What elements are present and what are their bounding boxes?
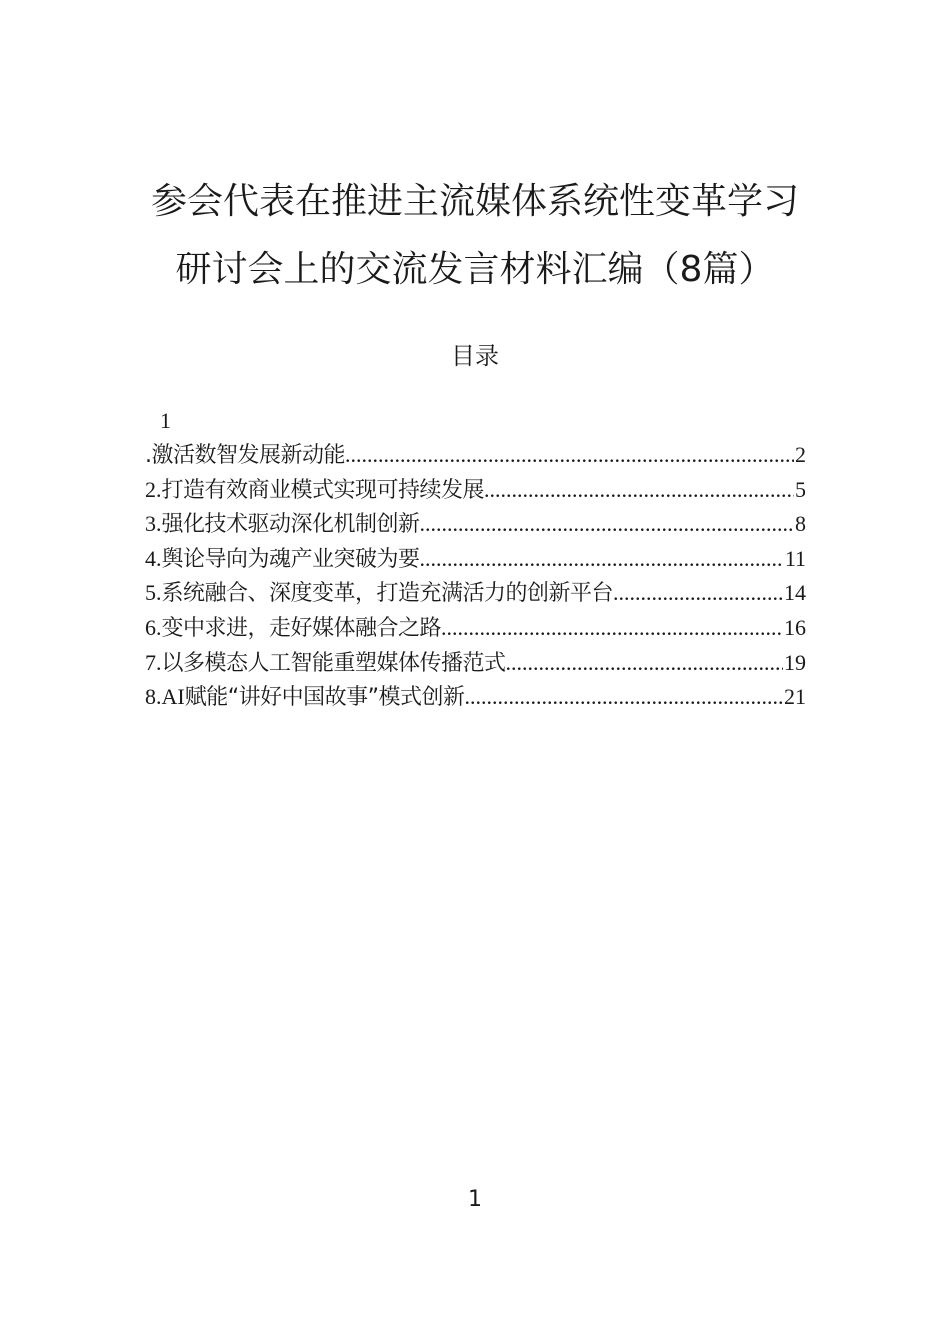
toc-entry-page: 16 (784, 614, 806, 640)
toc-entry-title: 打造有效商业模式实现可持续发展 (161, 477, 485, 503)
toc-entry-page: 11 (784, 545, 806, 571)
toc-entry[interactable] (145, 473, 806, 508)
toc-leader-dots (613, 576, 783, 611)
toc-entry[interactable] (145, 576, 806, 611)
toc-entry-title: 强化技术驱动深化机制创新 (161, 512, 420, 538)
toc-entry[interactable] (145, 507, 806, 542)
toc-leader-dots (420, 507, 794, 542)
toc-entry-title: 以多模态人工智能重塑媒体传播范式 (161, 650, 506, 676)
document-title-line-2: 研讨会上的交流发言材料汇编（8篇） (175, 249, 775, 290)
toc-entry-title: .激活数智发展新动能 (145, 443, 345, 468)
document-title-line-1: 参会代表在推进主流媒体系统性变革学习 (150, 181, 799, 222)
toc-entry-page: 14 (784, 580, 806, 606)
toc-entry[interactable] (145, 611, 806, 646)
toc-entry-page: 8 (795, 511, 806, 537)
toc-entry-number: 8.AI (145, 684, 185, 710)
toc-leader-dots (420, 542, 784, 577)
toc-entry-number: 5. (145, 580, 162, 606)
toc-entry-title: 舆论导向为魂产业突破为要 (161, 546, 420, 572)
toc-entry-page: 21 (784, 684, 806, 710)
toc-entry[interactable] (145, 438, 806, 473)
toc-entry[interactable] (145, 542, 806, 577)
toc-entry-number: 6. (145, 614, 162, 640)
toc-leader-dots (441, 611, 783, 646)
toc-heading: 目录 (451, 342, 499, 370)
toc-entry-title: 变中求进，走好媒体融合之路 (161, 615, 442, 641)
toc-entry-1-number: 1 (160, 408, 171, 433)
toc-entry-page: 2 (795, 442, 806, 467)
toc-leader-dots (345, 438, 794, 473)
toc-entry[interactable] (145, 646, 806, 681)
toc-entry-title: 系统融合、深度变革，打造充满活力的创新平台 (161, 581, 614, 607)
toc-leader-dots (465, 680, 783, 715)
toc-entry-title: 赋能“讲好中国故事”模式创新 (184, 685, 465, 711)
toc-entry-number: 7. (145, 649, 162, 675)
table-of-contents (145, 404, 806, 715)
toc-entry[interactable] (145, 680, 806, 715)
toc-entry-number: 3. (145, 511, 162, 537)
toc-leader-dots (506, 646, 783, 681)
toc-entry-number: 2. (145, 476, 162, 502)
page-number: 1 (468, 1187, 482, 1212)
toc-entry-page: 5 (795, 476, 806, 502)
toc-entry-page: 19 (784, 649, 806, 675)
toc-entry-number: 4. (145, 545, 162, 571)
toc-leader-dots (484, 473, 794, 508)
